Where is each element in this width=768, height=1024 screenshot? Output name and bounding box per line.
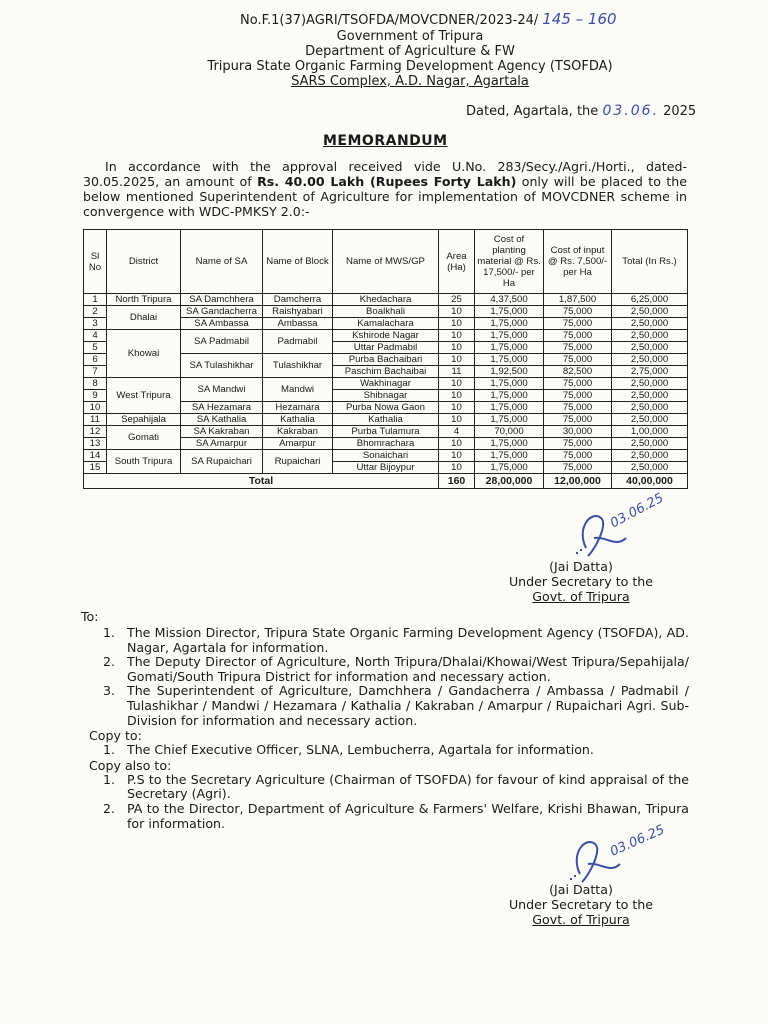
- copy-to-label: Copy to:: [89, 728, 142, 744]
- cell-total: 2,50,000: [612, 306, 688, 318]
- to-item-1: The Mission Director, Tripura State Organic Farming Development Agency (TSOFDA), AD. Nagar, Agartala for information.: [127, 625, 689, 655]
- signature-date: 03.06.25: [608, 822, 667, 860]
- total-amount: 40,00,000: [612, 474, 688, 489]
- total-label: Total: [84, 474, 439, 489]
- cell-mws: Kshirode Nagar: [333, 330, 439, 342]
- cell-plant: 1,75,000: [475, 354, 544, 366]
- cell-block: Kakraban: [263, 426, 333, 438]
- cell-block: Mandwi: [263, 378, 333, 402]
- col-header-sa: Name of SA: [181, 230, 263, 294]
- cell-block: Tulashikhar: [263, 354, 333, 378]
- col-header-district: District: [107, 230, 181, 294]
- cell-sa: SA Gandacherra: [181, 306, 263, 318]
- cell-mws: Bhomrachara: [333, 438, 439, 450]
- to-item-2: The Deputy Director of Agriculture, North Tripura/Dhalai/Khowai/West Tripura/Sepahijala/ Gomati/South Tripura District for information and necessary action.: [127, 654, 689, 684]
- cell-input: 75,000: [544, 330, 612, 342]
- cell-plant: 1,75,000: [475, 450, 544, 462]
- cell-sa: SA Tulashikhar: [181, 354, 263, 378]
- cell-total: 2,50,000: [612, 378, 688, 390]
- handwritten-file-range: 145 – 160: [542, 10, 617, 28]
- cell-input: 75,000: [544, 402, 612, 414]
- cell-block: Damcherra: [263, 294, 333, 306]
- cell-sl: 14: [84, 450, 107, 462]
- cell-sl: 10: [84, 402, 107, 414]
- list-item: 3. The Superintendent of Agriculture, Damchhera / Gandacherra / Ambassa / Padmabil / Tulashikhar / Mandwi / Hezamara / Kathalia / Kakraban / Amarpur / Rupaichari Agri. Sub-Division for information and necessary action.: [103, 683, 689, 728]
- table-total-row: [84, 474, 688, 489]
- col-header-area: Area (Ha): [439, 230, 475, 294]
- cell-area: 11: [439, 366, 475, 378]
- cell-input: 1,87,500: [544, 294, 612, 306]
- cell-mws: Paschim Bachaibai: [333, 366, 439, 378]
- cell-total: 2,50,000: [612, 450, 688, 462]
- cell-sl: 15: [84, 462, 107, 474]
- cell-sa: SA Amarpur: [181, 438, 263, 450]
- cell-district: Dhalai: [107, 306, 181, 330]
- allocation-table: [83, 229, 688, 489]
- cell-mws: Boalkhali: [333, 306, 439, 318]
- cell-sl: 2: [84, 306, 107, 318]
- cell-total: 2,50,000: [612, 330, 688, 342]
- cell-total: 2,50,000: [612, 462, 688, 474]
- cell-sl: 5: [84, 342, 107, 354]
- cell-sl: 4: [84, 330, 107, 342]
- cell-mws: Sonaichari: [333, 450, 439, 462]
- date-year: 2025: [663, 104, 697, 119]
- cell-total: 2,50,000: [612, 438, 688, 450]
- cell-sl: 12: [84, 426, 107, 438]
- table-row: [84, 450, 688, 462]
- cell-block: Kathalia: [263, 414, 333, 426]
- intro-amount: Rs. 40.00 Lakh (Rupees Forty Lakh): [257, 174, 517, 189]
- copy-also-item-1: P.S to the Secretary Agriculture (Chairman of TSOFDA) for favour of kind appraisal of the Secretary (Agri).: [127, 771, 689, 802]
- cell-total: 2,50,000: [612, 318, 688, 330]
- copy-also-item-2: PA to the Director, Department of Agriculture & Farmers' Welfare, Krishi Bhawan, Tripura for information.: [127, 800, 689, 831]
- cell-sl: 9: [84, 390, 107, 402]
- cell-sl: 11: [84, 414, 107, 426]
- cell-mws: Khedachara: [333, 294, 439, 306]
- cell-sa: SA Ambassa: [181, 318, 263, 330]
- cell-input: 75,000: [544, 462, 612, 474]
- cell-district: Gomati: [107, 426, 181, 450]
- cell-mws: Kathalia: [333, 414, 439, 426]
- total-plant: 28,00,000: [475, 474, 544, 489]
- table-row: [84, 330, 688, 342]
- intro-part2: only will be placed to the below mentioned Superintendent of Agriculture for implementation of MOVCDNER scheme in convergence with WDC-PMKSY 2.0:-: [83, 174, 687, 219]
- cell-area: 10: [439, 390, 475, 402]
- table-header-row: [84, 230, 688, 294]
- cell-block: Amarpur: [263, 438, 333, 450]
- col-header-total: Total (In Rs.): [612, 230, 688, 294]
- cell-sa: SA Damchhera: [181, 294, 263, 306]
- cell-district: South Tripura: [107, 450, 181, 474]
- cell-sl: 7: [84, 366, 107, 378]
- signatory-org: Govt. of Tripura: [532, 589, 630, 604]
- cell-sa: SA Kakraban: [181, 426, 263, 438]
- cell-district: Sepahijala: [107, 414, 181, 426]
- cell-mws: Purba Tulamura: [333, 426, 439, 438]
- address-line: SARS Complex, A.D. Nagar, Agartala: [291, 74, 529, 89]
- table-row: [84, 414, 688, 426]
- cell-input: 75,000: [544, 306, 612, 318]
- cell-input: 75,000: [544, 438, 612, 450]
- cell-plant: 1,75,000: [475, 402, 544, 414]
- total-area: 160: [439, 474, 475, 489]
- cell-total: 2,50,000: [612, 414, 688, 426]
- cell-total: 2,75,000: [612, 366, 688, 378]
- signature-1: [566, 490, 696, 564]
- cell-plant: 1,75,000: [475, 378, 544, 390]
- cell-input: 75,000: [544, 354, 612, 366]
- cell-block: Padmabil: [263, 330, 333, 354]
- list-item: 1. The Mission Director, Tripura State Organic Farming Development Agency (TSOFDA), AD. Nagar, Agartala for information.: [103, 625, 689, 655]
- total-input: 12,00,000: [544, 474, 612, 489]
- cell-area: 10: [439, 402, 475, 414]
- list-item: 1. The Chief Executive Officer, SLNA, Lembucherra, Agartala for information.: [103, 742, 594, 758]
- cell-sa: SA Rupaichari: [181, 450, 263, 474]
- cell-input: 75,000: [544, 342, 612, 354]
- intro-part1: In accordance with the approval received vide U.No. 283/Secy./Agri./Horti., dated-30.05.2025, an amount of: [83, 159, 687, 189]
- cell-area: 10: [439, 318, 475, 330]
- cell-area: 10: [439, 414, 475, 426]
- date-line: [466, 104, 696, 119]
- cell-mws: Wakhinagar: [333, 378, 439, 390]
- list-item: 2. PA to the Director, Department of Agriculture & Farmers' Welfare, Krishi Bhawan, Tripura for information.: [103, 800, 689, 831]
- cell-plant: 1,75,000: [475, 390, 544, 402]
- cell-total: 2,50,000: [612, 390, 688, 402]
- cell-sl: 13: [84, 438, 107, 450]
- cell-input: 82,500: [544, 366, 612, 378]
- signature-date: 03.06.25: [608, 490, 667, 532]
- cell-total: 1,00,000: [612, 426, 688, 438]
- col-header-sl: Sl No: [84, 230, 107, 294]
- signatory-org: Govt. of Tripura: [532, 912, 630, 927]
- cell-plant: 1,75,000: [475, 342, 544, 354]
- to-item-3: The Superintendent of Agriculture, Damchhera / Gandacherra / Ambassa / Padmabil / Tulashikhar / Mandwi / Hezamara / Kathalia / Kakraban / Amarpur / Rupaichari Agri. Sub-Division for information and necessary action.: [127, 683, 689, 728]
- distribution-list: [81, 609, 689, 831]
- cell-total: 6,25,000: [612, 294, 688, 306]
- cell-plant: 1,75,000: [475, 318, 544, 330]
- cell-input: 75,000: [544, 318, 612, 330]
- cell-area: 10: [439, 462, 475, 474]
- cell-area: 25: [439, 294, 475, 306]
- cell-block: Hezamara: [263, 402, 333, 414]
- cell-sl: 3: [84, 318, 107, 330]
- page-title: MEMORANDUM: [323, 133, 448, 149]
- handwritten-date: 03.06.: [602, 103, 659, 119]
- col-header-mws: Name of MWS/GP: [333, 230, 439, 294]
- table-row: [84, 426, 688, 438]
- table-row: [84, 294, 688, 306]
- cell-area: 10: [439, 306, 475, 318]
- cell-sl: 1: [84, 294, 107, 306]
- cell-sa: SA Kathalia: [181, 414, 263, 426]
- intro-paragraph: [83, 159, 687, 219]
- col-header-block: Name of Block: [263, 230, 333, 294]
- copy-also-label: Copy also to:: [89, 757, 172, 773]
- list-item: 1. P.S to the Secretary Agriculture (Chairman of TSOFDA) for favour of kind appraisal of the Secretary (Agri).: [103, 771, 689, 802]
- cell-mws: Shibnagar: [333, 390, 439, 402]
- cell-area: 10: [439, 330, 475, 342]
- govt-line: Government of Tripura: [336, 29, 484, 44]
- cell-input: 75,000: [544, 414, 612, 426]
- cell-block: Rupaichari: [263, 450, 333, 474]
- copy-item-1: The Chief Executive Officer, SLNA, Lembucherra, Agartala for information.: [127, 742, 594, 758]
- cell-area: 10: [439, 438, 475, 450]
- cell-mws: Uttar Padmabil: [333, 342, 439, 354]
- cell-sl: 8: [84, 378, 107, 390]
- cell-mws: Kamalachara: [333, 318, 439, 330]
- cell-mws: Uttar Bijoypur: [333, 462, 439, 474]
- table-row: [84, 306, 688, 318]
- cell-district: North Tripura: [107, 294, 181, 306]
- cell-plant: 1,75,000: [475, 438, 544, 450]
- signatory-2: [491, 882, 671, 927]
- col-header-input-cost: Cost of input @ Rs. 7,500/- per Ha: [544, 230, 612, 294]
- cell-plant: 1,75,000: [475, 462, 544, 474]
- cell-block: Ambassa: [263, 318, 333, 330]
- signatory-1: [491, 559, 671, 604]
- cell-plant: 1,75,000: [475, 306, 544, 318]
- cell-input: 30,000: [544, 426, 612, 438]
- to-label: To:: [81, 609, 99, 624]
- signatory-designation: Under Secretary to the: [508, 574, 654, 589]
- date-prefix: Dated, Agartala, the: [466, 104, 599, 119]
- letterhead: [150, 29, 670, 89]
- cell-plant: 70,000: [475, 426, 544, 438]
- cell-area: 10: [439, 450, 475, 462]
- cell-mws: Purba Bachaibari: [333, 354, 439, 366]
- list-item: 2. The Deputy Director of Agriculture, North Tripura/Dhalai/Khowai/West Tripura/Sepahijala/ Gomati/South Tripura District for information and necessary action.: [103, 654, 689, 684]
- cell-district: Khowai: [107, 330, 181, 378]
- cell-area: 4: [439, 426, 475, 438]
- signatory-designation: Under Secretary to the: [508, 897, 654, 912]
- cell-plant: 1,75,000: [475, 330, 544, 342]
- file-number-text: No.F.1(37)AGRI/TSOFDA/MOVCDNER/2023-24/: [240, 13, 539, 28]
- table-row: [84, 378, 688, 390]
- cell-district: West Tripura: [107, 378, 181, 414]
- signatory-name: (Jai Datta): [549, 882, 613, 897]
- agency-line: Tripura State Organic Farming Development Agency (TSOFDA): [207, 59, 613, 74]
- cell-block: Raishyabari: [263, 306, 333, 318]
- cell-total: 2,50,000: [612, 342, 688, 354]
- cell-plant: 4,37,500: [475, 294, 544, 306]
- signature-2: [560, 822, 690, 888]
- dept-line: Department of Agriculture & FW: [305, 44, 515, 59]
- cell-sa: SA Hezamara: [181, 402, 263, 414]
- cell-plant: 1,75,000: [475, 414, 544, 426]
- cell-mws: Purba Nowa Gaon: [333, 402, 439, 414]
- file-number: [240, 12, 617, 28]
- cell-sa: SA Padmabil: [181, 330, 263, 354]
- cell-total: 2,50,000: [612, 354, 688, 366]
- cell-input: 75,000: [544, 450, 612, 462]
- cell-area: 10: [439, 354, 475, 366]
- cell-area: 10: [439, 342, 475, 354]
- signatory-name: (Jai Datta): [549, 559, 613, 574]
- cell-input: 75,000: [544, 378, 612, 390]
- cell-sl: 6: [84, 354, 107, 366]
- cell-input: 75,000: [544, 390, 612, 402]
- cell-area: 10: [439, 378, 475, 390]
- cell-plant: 1,92,500: [475, 366, 544, 378]
- cell-sa: SA Mandwi: [181, 378, 263, 402]
- col-header-plant-cost: Cost of planting material @ Rs. 17,500/- per Ha: [475, 230, 544, 294]
- cell-total: 2,50,000: [612, 402, 688, 414]
